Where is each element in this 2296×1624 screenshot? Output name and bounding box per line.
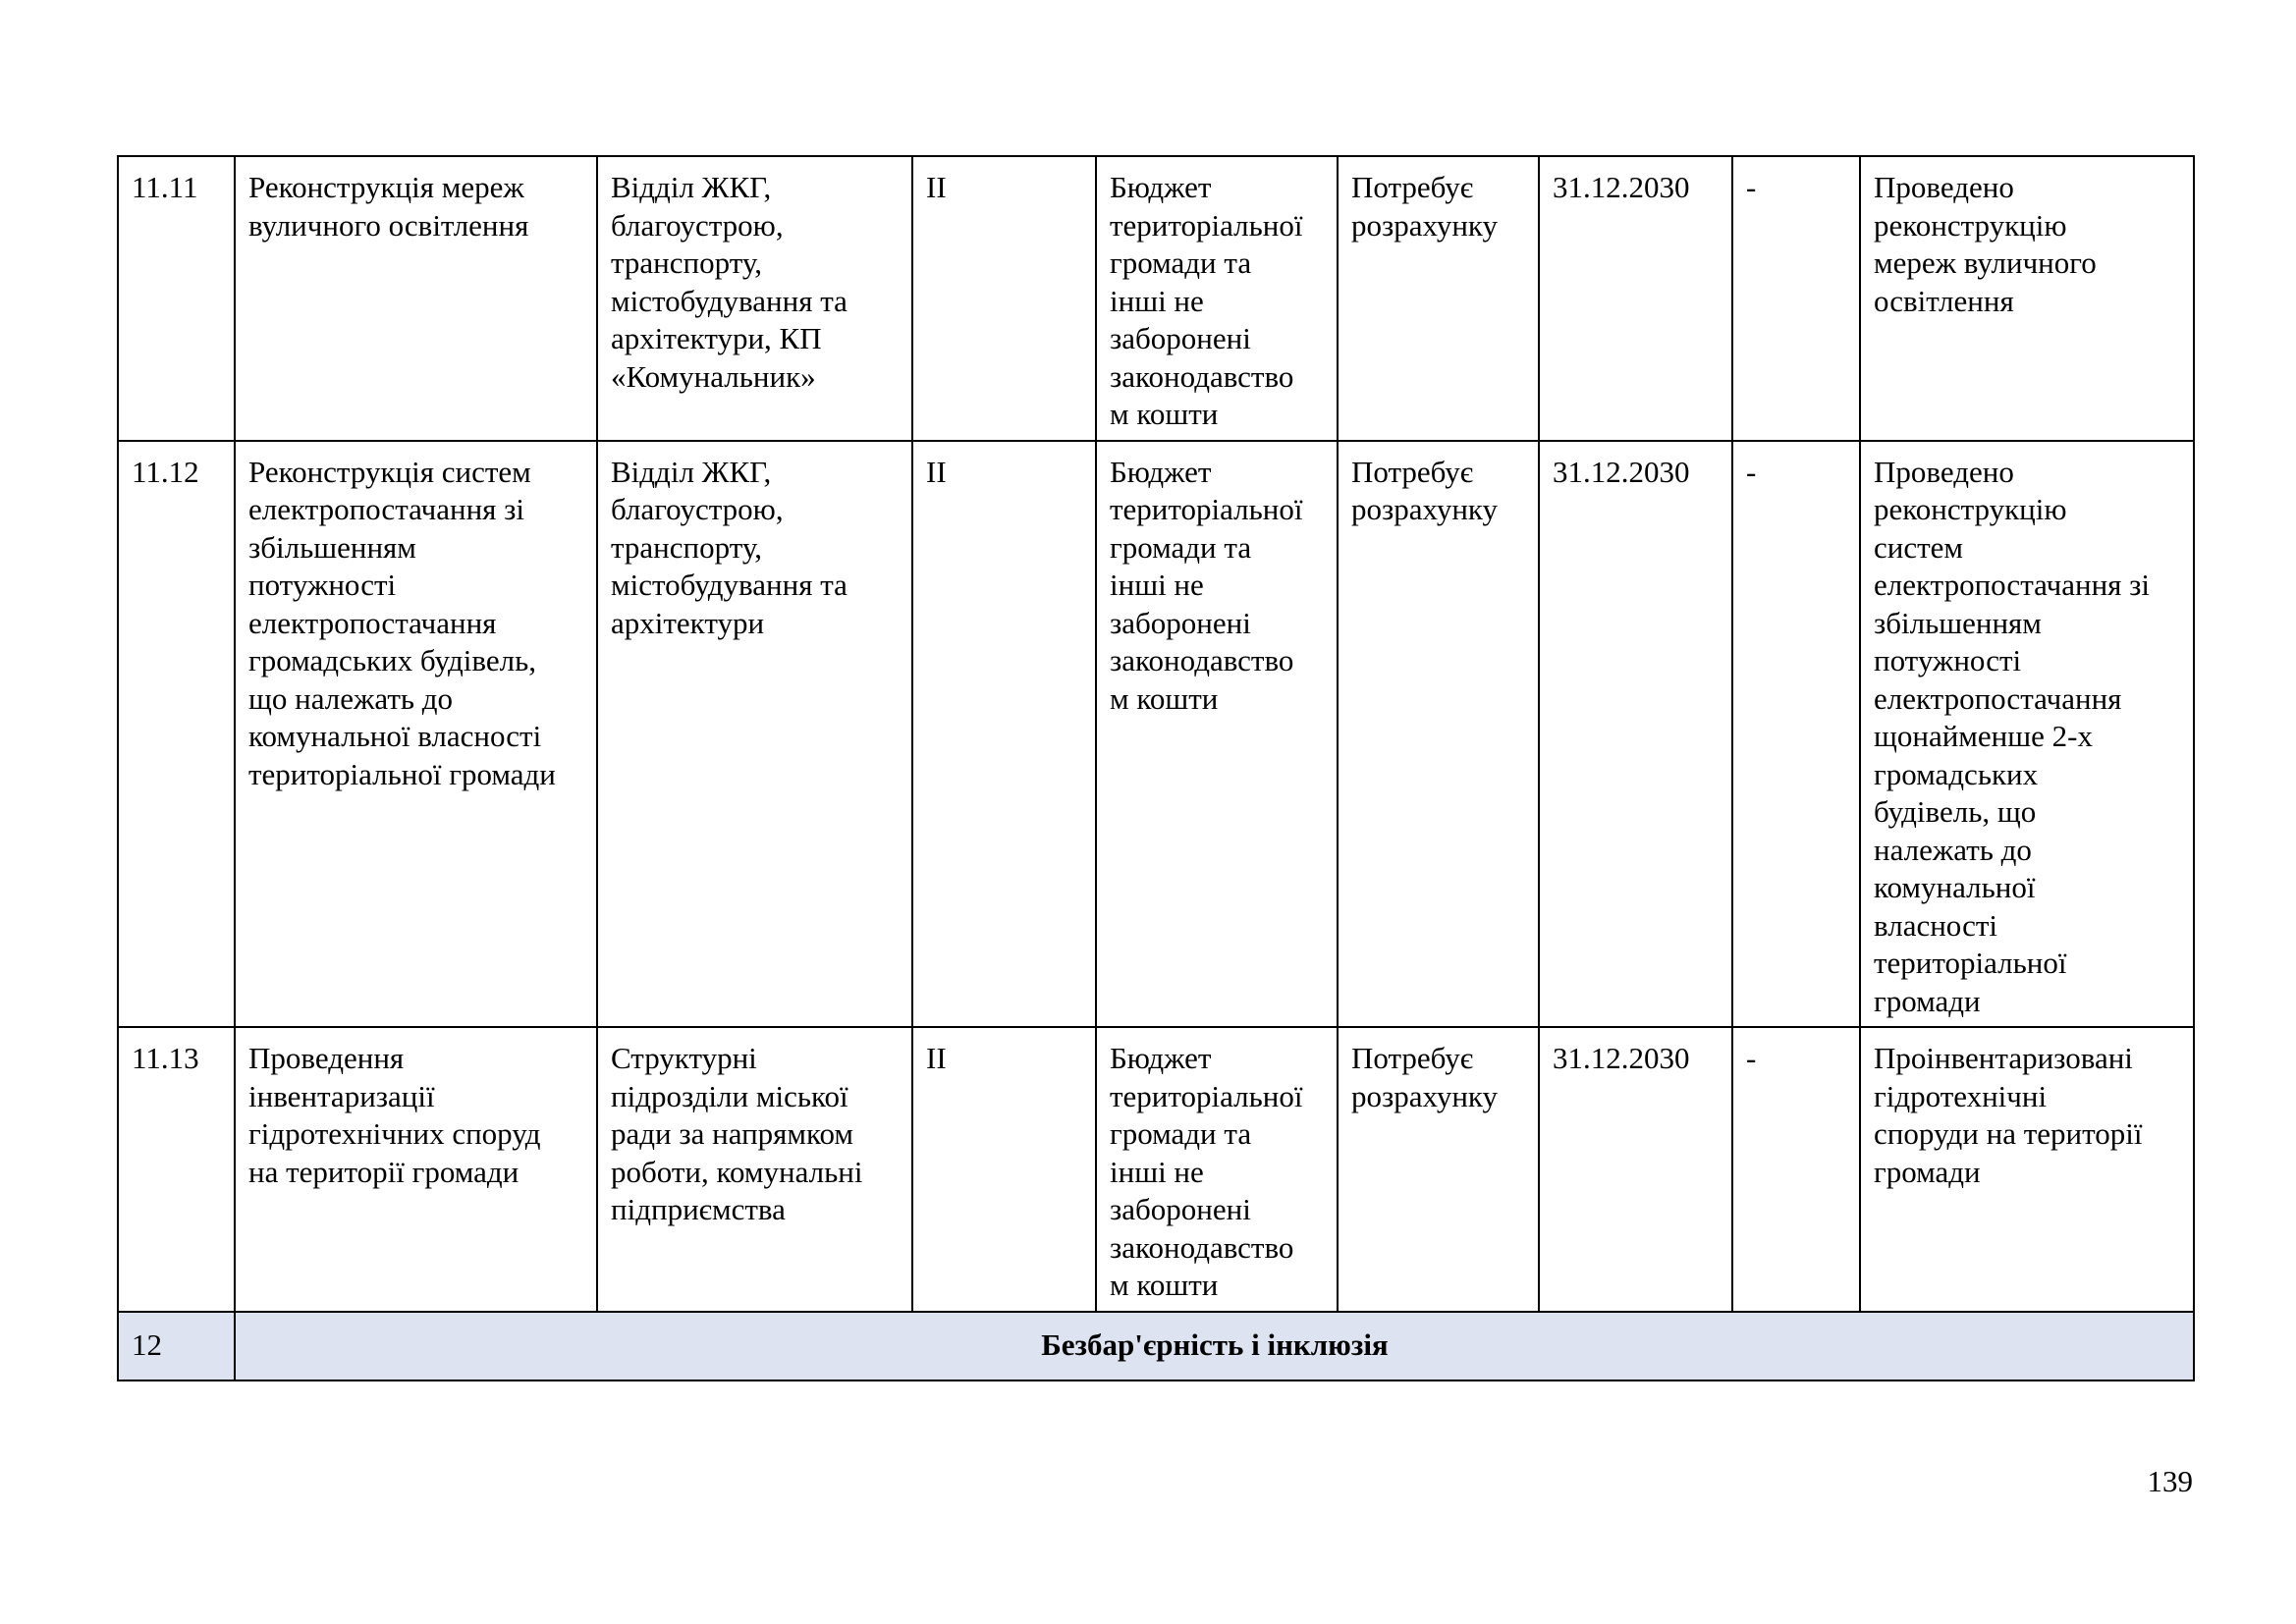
measure-cell: Реконструкція систем електропостачання зі збільшенням потужності електропостачання громадських будівель, що належать до комунальної власності територіальної громади [235,441,597,1028]
table-row [118,441,2194,1028]
funding-source-cell: Бюджет територіальної громади та інші не заборонені законодавство м кошти [1096,156,1338,441]
section-number-cell: 12 [118,1312,235,1380]
funding-source-cell: Бюджет територіальної громади та інші не заборонені законодавство м кошти [1096,441,1338,1028]
extra-cell: - [1732,156,1860,441]
deadline-cell: 31.12.2030 [1539,156,1732,441]
cost-cell: Потребує розрахунку [1338,1027,1539,1312]
deadline-cell: 31.12.2030 [1539,441,1732,1028]
page-number: 139 [2147,1464,2193,1498]
extra-cell: - [1732,441,1860,1028]
action-plan-table [117,155,2195,1381]
expected-result-cell: Проінвентаризовані гідротехнічні споруди на території громади [1860,1027,2194,1312]
measure-cell: Реконструкція мереж вуличного освітлення [235,156,597,441]
executor-cell: Відділ ЖКГ, благоустрою, транспорту, містобудування та архітектури [597,441,912,1028]
priority-cell: II [912,1027,1096,1312]
expected-result-cell: Проведено реконструкцію систем електропостачання зі збільшенням потужності електропостачання щонайменше 2-х громадських будівель, що належать до комунальної власності територіальної громади [1860,441,2194,1028]
funding-source-cell: Бюджет територіальної громади та інші не заборонені законодавство м кошти [1096,1027,1338,1312]
cost-cell: Потребує розрахунку [1338,441,1539,1028]
table-row [118,1027,2194,1312]
cost-cell: Потребує розрахунку [1338,156,1539,441]
section-title-cell: Безбар'єрність і інклюзія [235,1312,2194,1380]
measure-cell: Проведення інвентаризації гідротехнічних споруд на території громади [235,1027,597,1312]
table-row [118,156,2194,441]
priority-cell: II [912,441,1096,1028]
executor-cell: Відділ ЖКГ, благоустрою, транспорту, містобудування та архітектури, КП «Комунальник» [597,156,912,441]
section-header-row [118,1312,2194,1380]
row-number-cell: 11.12 [118,441,235,1028]
row-number-cell: 11.13 [118,1027,235,1312]
row-number-cell: 11.11 [118,156,235,441]
deadline-cell: 31.12.2030 [1539,1027,1732,1312]
executor-cell: Структурні підрозділи міської ради за напрямком роботи, комунальні підприємства [597,1027,912,1312]
expected-result-cell: Проведено реконструкцію мереж вуличного освітлення [1860,156,2194,441]
priority-cell: II [912,156,1096,441]
extra-cell: - [1732,1027,1860,1312]
